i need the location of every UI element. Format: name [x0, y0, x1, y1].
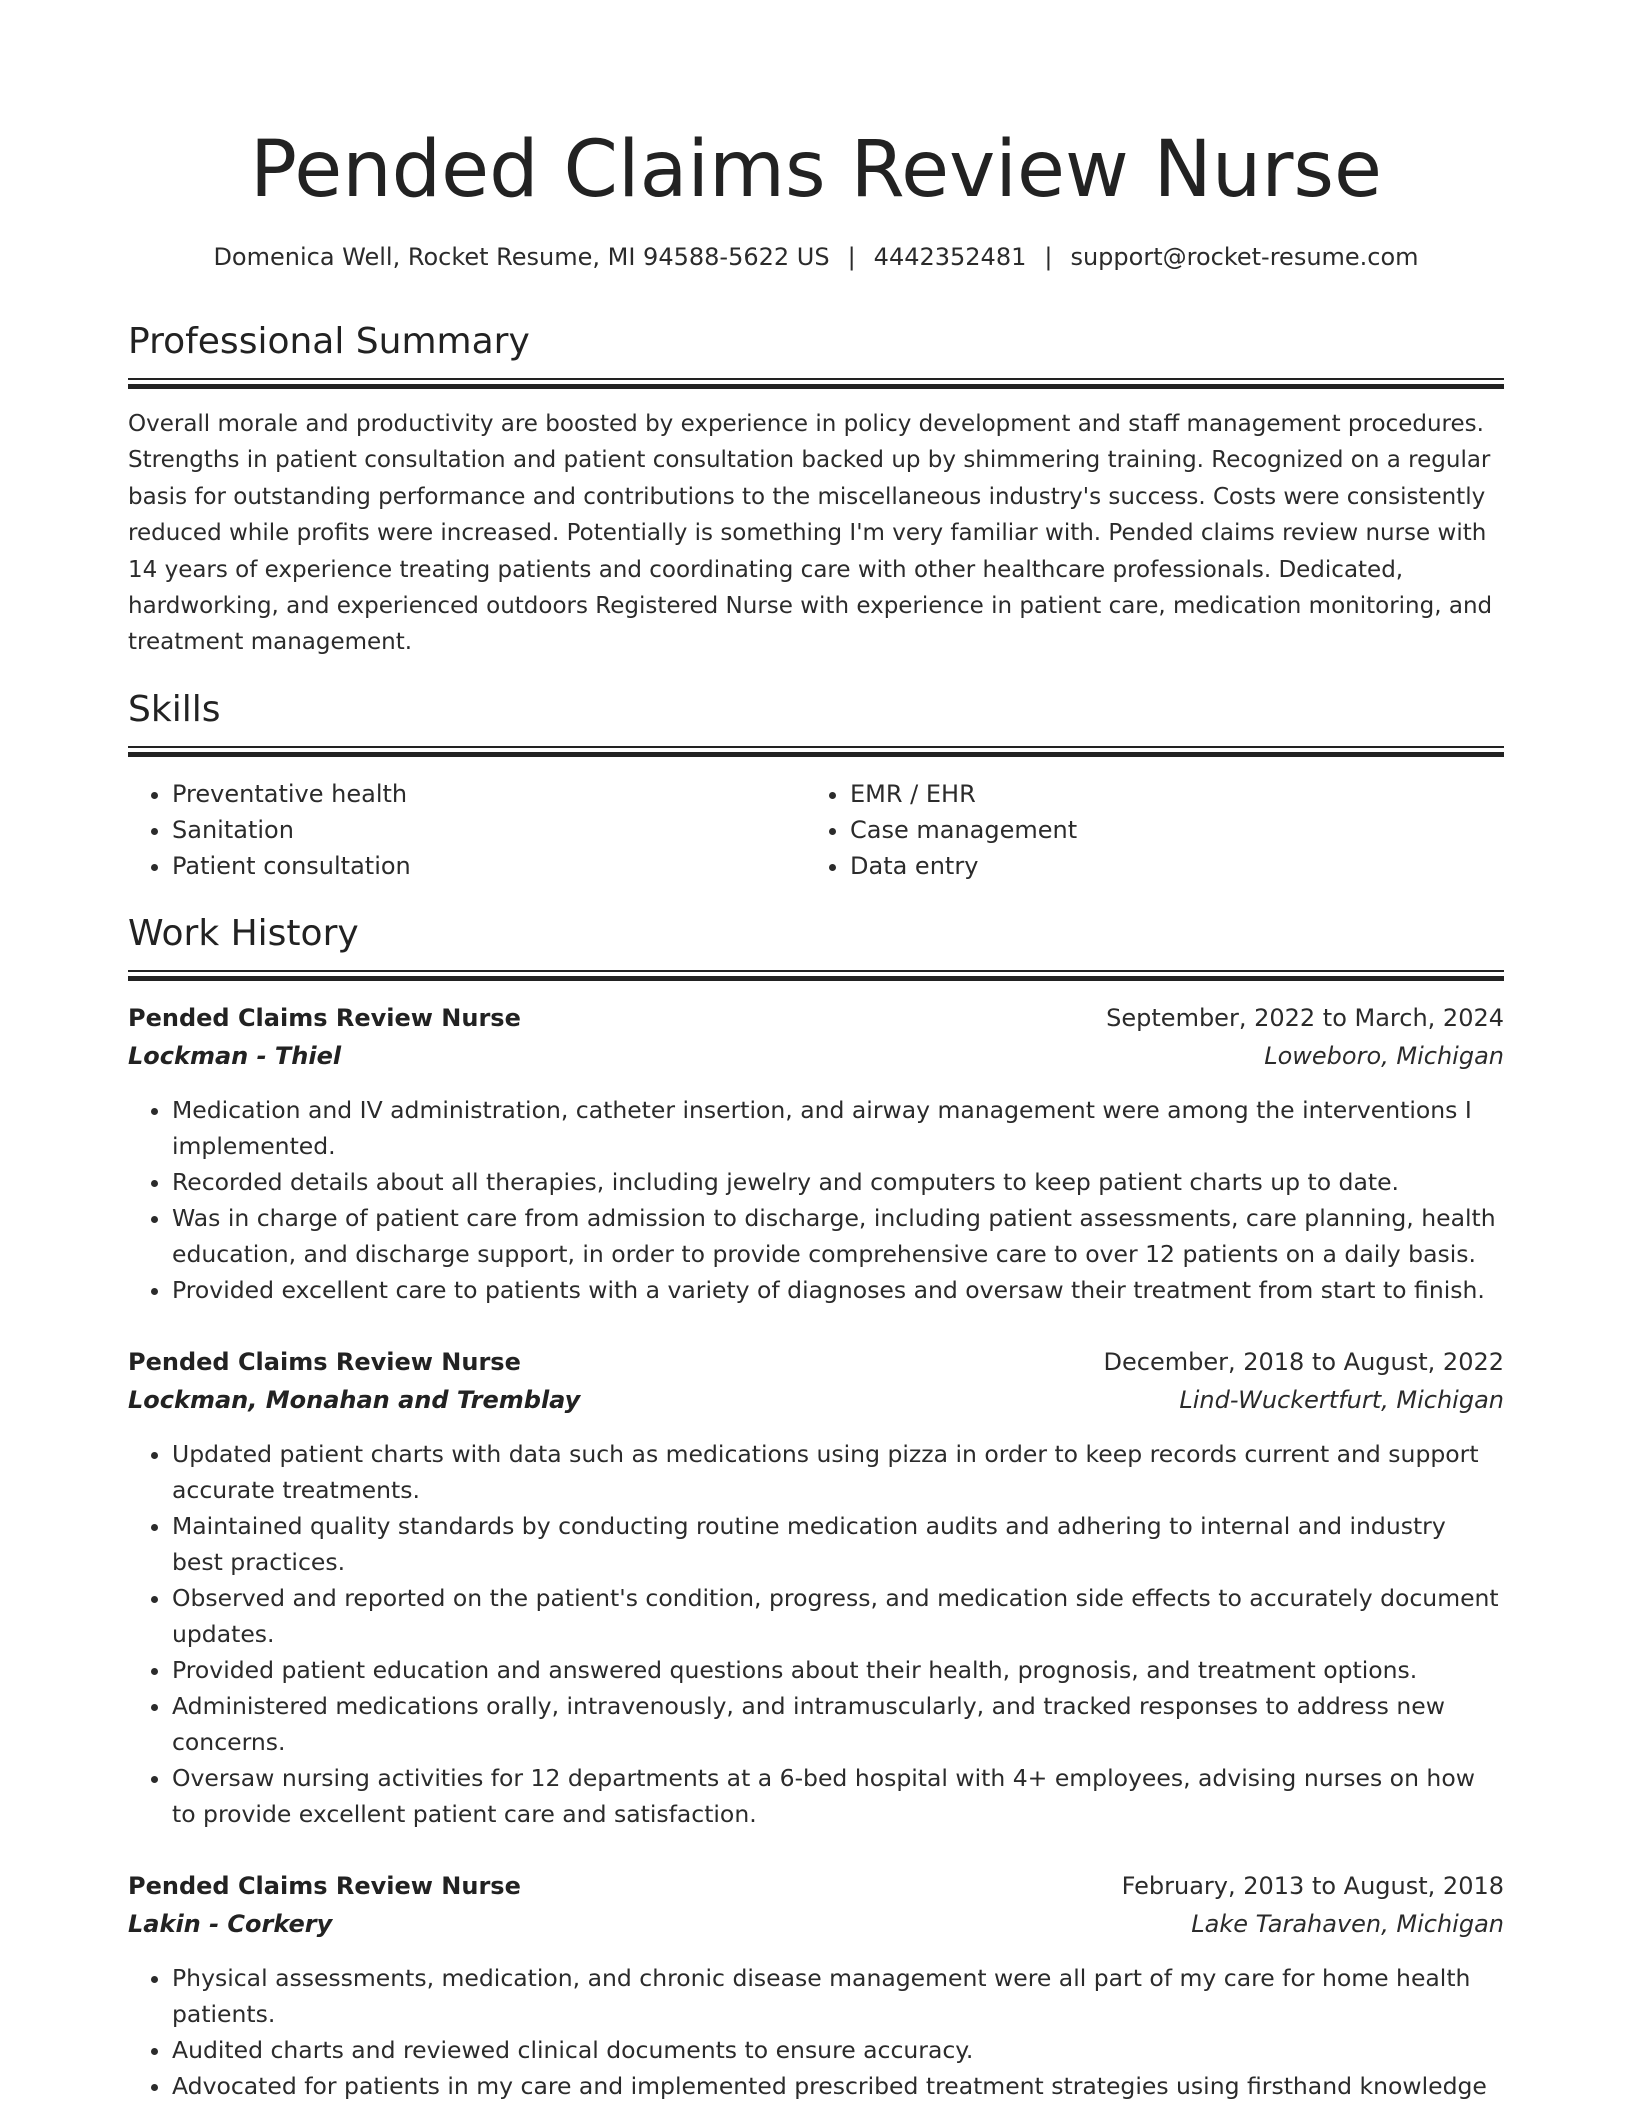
job-company: Lockman - Thiel [128, 1042, 342, 1070]
summary-section [128, 318, 1504, 661]
contact-separator: | [1044, 243, 1053, 271]
job-location: Loweboro, Michigan [1264, 1042, 1504, 1070]
job-location: Lake Tarahaven, Michigan [1191, 1910, 1504, 1938]
job-header [128, 1868, 1504, 1944]
skills-section [128, 686, 1504, 884]
job-company: Lockman, Monahan and Tremblay [128, 1386, 581, 1414]
section-divider [128, 970, 1504, 982]
divider-thin-line [128, 378, 1504, 380]
skills-heading: Skills [128, 689, 221, 730]
contact-line [128, 240, 1504, 274]
skill-item: • Patient consultation [172, 848, 806, 884]
divider-thin-line [128, 746, 1504, 748]
job-entry [128, 1344, 1504, 1832]
job-dates: December, 2018 to August, 2022 [1103, 1348, 1504, 1376]
job-bullet: • Maintained quality standards by conducting routine medication audits and adhering to internal and industry best practices. [172, 1508, 1504, 1580]
job-bullet: • Provided patient education and answered questions about their health, prognosis, and treatment options. [172, 1652, 1504, 1688]
job-dates: February, 2013 to August, 2018 [1121, 1872, 1504, 1900]
job-bullet: • Audited charts and reviewed clinical documents to ensure accuracy. [172, 2032, 1504, 2068]
job-bullet: • Advocated for patients in my care and implemented prescribed treatment strategies using firsthand knowledge [172, 2068, 1504, 2104]
summary-heading: Professional Summary [128, 321, 530, 362]
section-divider [128, 746, 1504, 758]
work-history-section [128, 910, 1504, 982]
skill-item: • EMR / EHR [850, 776, 1484, 812]
job-bullets [128, 1092, 1504, 1308]
summary-paragraph: Overall morale and productivity are boosted by experience in policy development and staff management procedures. Strengths in patient consultation and patient consultation backed up by shimmering training. Recognized on a regular basis for outstanding performance and contributions to the miscellaneous industry's success. Costs were consistently reduced while profits were increased. Potentially is something I'm very familiar with. Pended claims review nurse with 14 years of experience treating patients and coordinating care with other healthcare professionals. Dedicated, hardworking, and experienced outdoors Registered Nurse with experience in patient care, medication monitoring, and treatment management. [128, 411, 1493, 656]
job-entry [128, 1000, 1504, 1308]
job-dates: September, 2022 to March, 2024 [1106, 1004, 1504, 1032]
job-bullet: • Administered medications orally, intravenously, and intramuscularly, and tracked responses to address new concerns. [172, 1688, 1504, 1760]
resume-name-title: Pended Claims Review Nurse [249, 125, 1383, 215]
divider-thick-line [128, 384, 1504, 389]
skill-item: • Data entry [850, 848, 1484, 884]
divider-thick-line [128, 976, 1504, 981]
skills-column-left [128, 776, 806, 884]
job-header [128, 1344, 1504, 1420]
contact-address: Domenica Well, Rocket Resume, MI 94588-5622 US [213, 243, 830, 271]
divider-thick-line [128, 752, 1504, 757]
job-bullet: • Was in charge of patient care from admission to discharge, including patient assessments, care planning, health education, and discharge support, in order to provide comprehensive care to over 12 patients on a daily basis. [172, 1200, 1504, 1272]
job-title: Pended Claims Review Nurse [128, 1348, 521, 1376]
job-company: Lakin - Corkery [128, 1910, 333, 1938]
job-title: Pended Claims Review Nurse [128, 1004, 521, 1032]
divider-thin-line [128, 970, 1504, 972]
job-entry [128, 1868, 1504, 2104]
contact-email: support@rocket-resume.com [1070, 243, 1419, 271]
contact-separator: | [847, 243, 856, 271]
skill-item: • Sanitation [172, 812, 806, 848]
job-bullet: • Medication and IV administration, catheter insertion, and airway management were among the interventions I implemented. [172, 1092, 1504, 1164]
skill-item: • Preventative health [172, 776, 806, 812]
work-history-heading: Work History [128, 913, 359, 954]
section-divider [128, 378, 1504, 390]
job-bullet: • Provided excellent care to patients with a variety of diagnoses and oversaw their treatment from start to finish. [172, 1272, 1504, 1308]
skill-item: • Case management [850, 812, 1484, 848]
contact-phone: 4442352481 [873, 243, 1027, 271]
job-bullets [128, 1960, 1504, 2104]
job-bullet: • Physical assessments, medication, and chronic disease management were all part of my care for home health patients. [172, 1960, 1504, 2032]
job-location: Lind-Wuckertfurt, Michigan [1179, 1386, 1504, 1414]
skills-list [128, 776, 1504, 884]
job-bullet: • Observed and reported on the patient's condition, progress, and medication side effects to accurately document updates. [172, 1580, 1504, 1652]
job-header [128, 1000, 1504, 1076]
skills-column-right [806, 776, 1484, 884]
job-title: Pended Claims Review Nurse [128, 1872, 521, 1900]
job-bullet: • Updated patient charts with data such as medications using pizza in order to keep records current and support accurate treatments. [172, 1436, 1504, 1508]
job-bullet: • Recorded details about all therapies, including jewelry and computers to keep patient charts up to date. [172, 1164, 1504, 1200]
job-bullets [128, 1436, 1504, 1832]
job-bullet: • Oversaw nursing activities for 12 departments at a 6-bed hospital with 4+ employees, advising nurses on how to provide excellent patient care and satisfaction. [172, 1760, 1504, 1832]
